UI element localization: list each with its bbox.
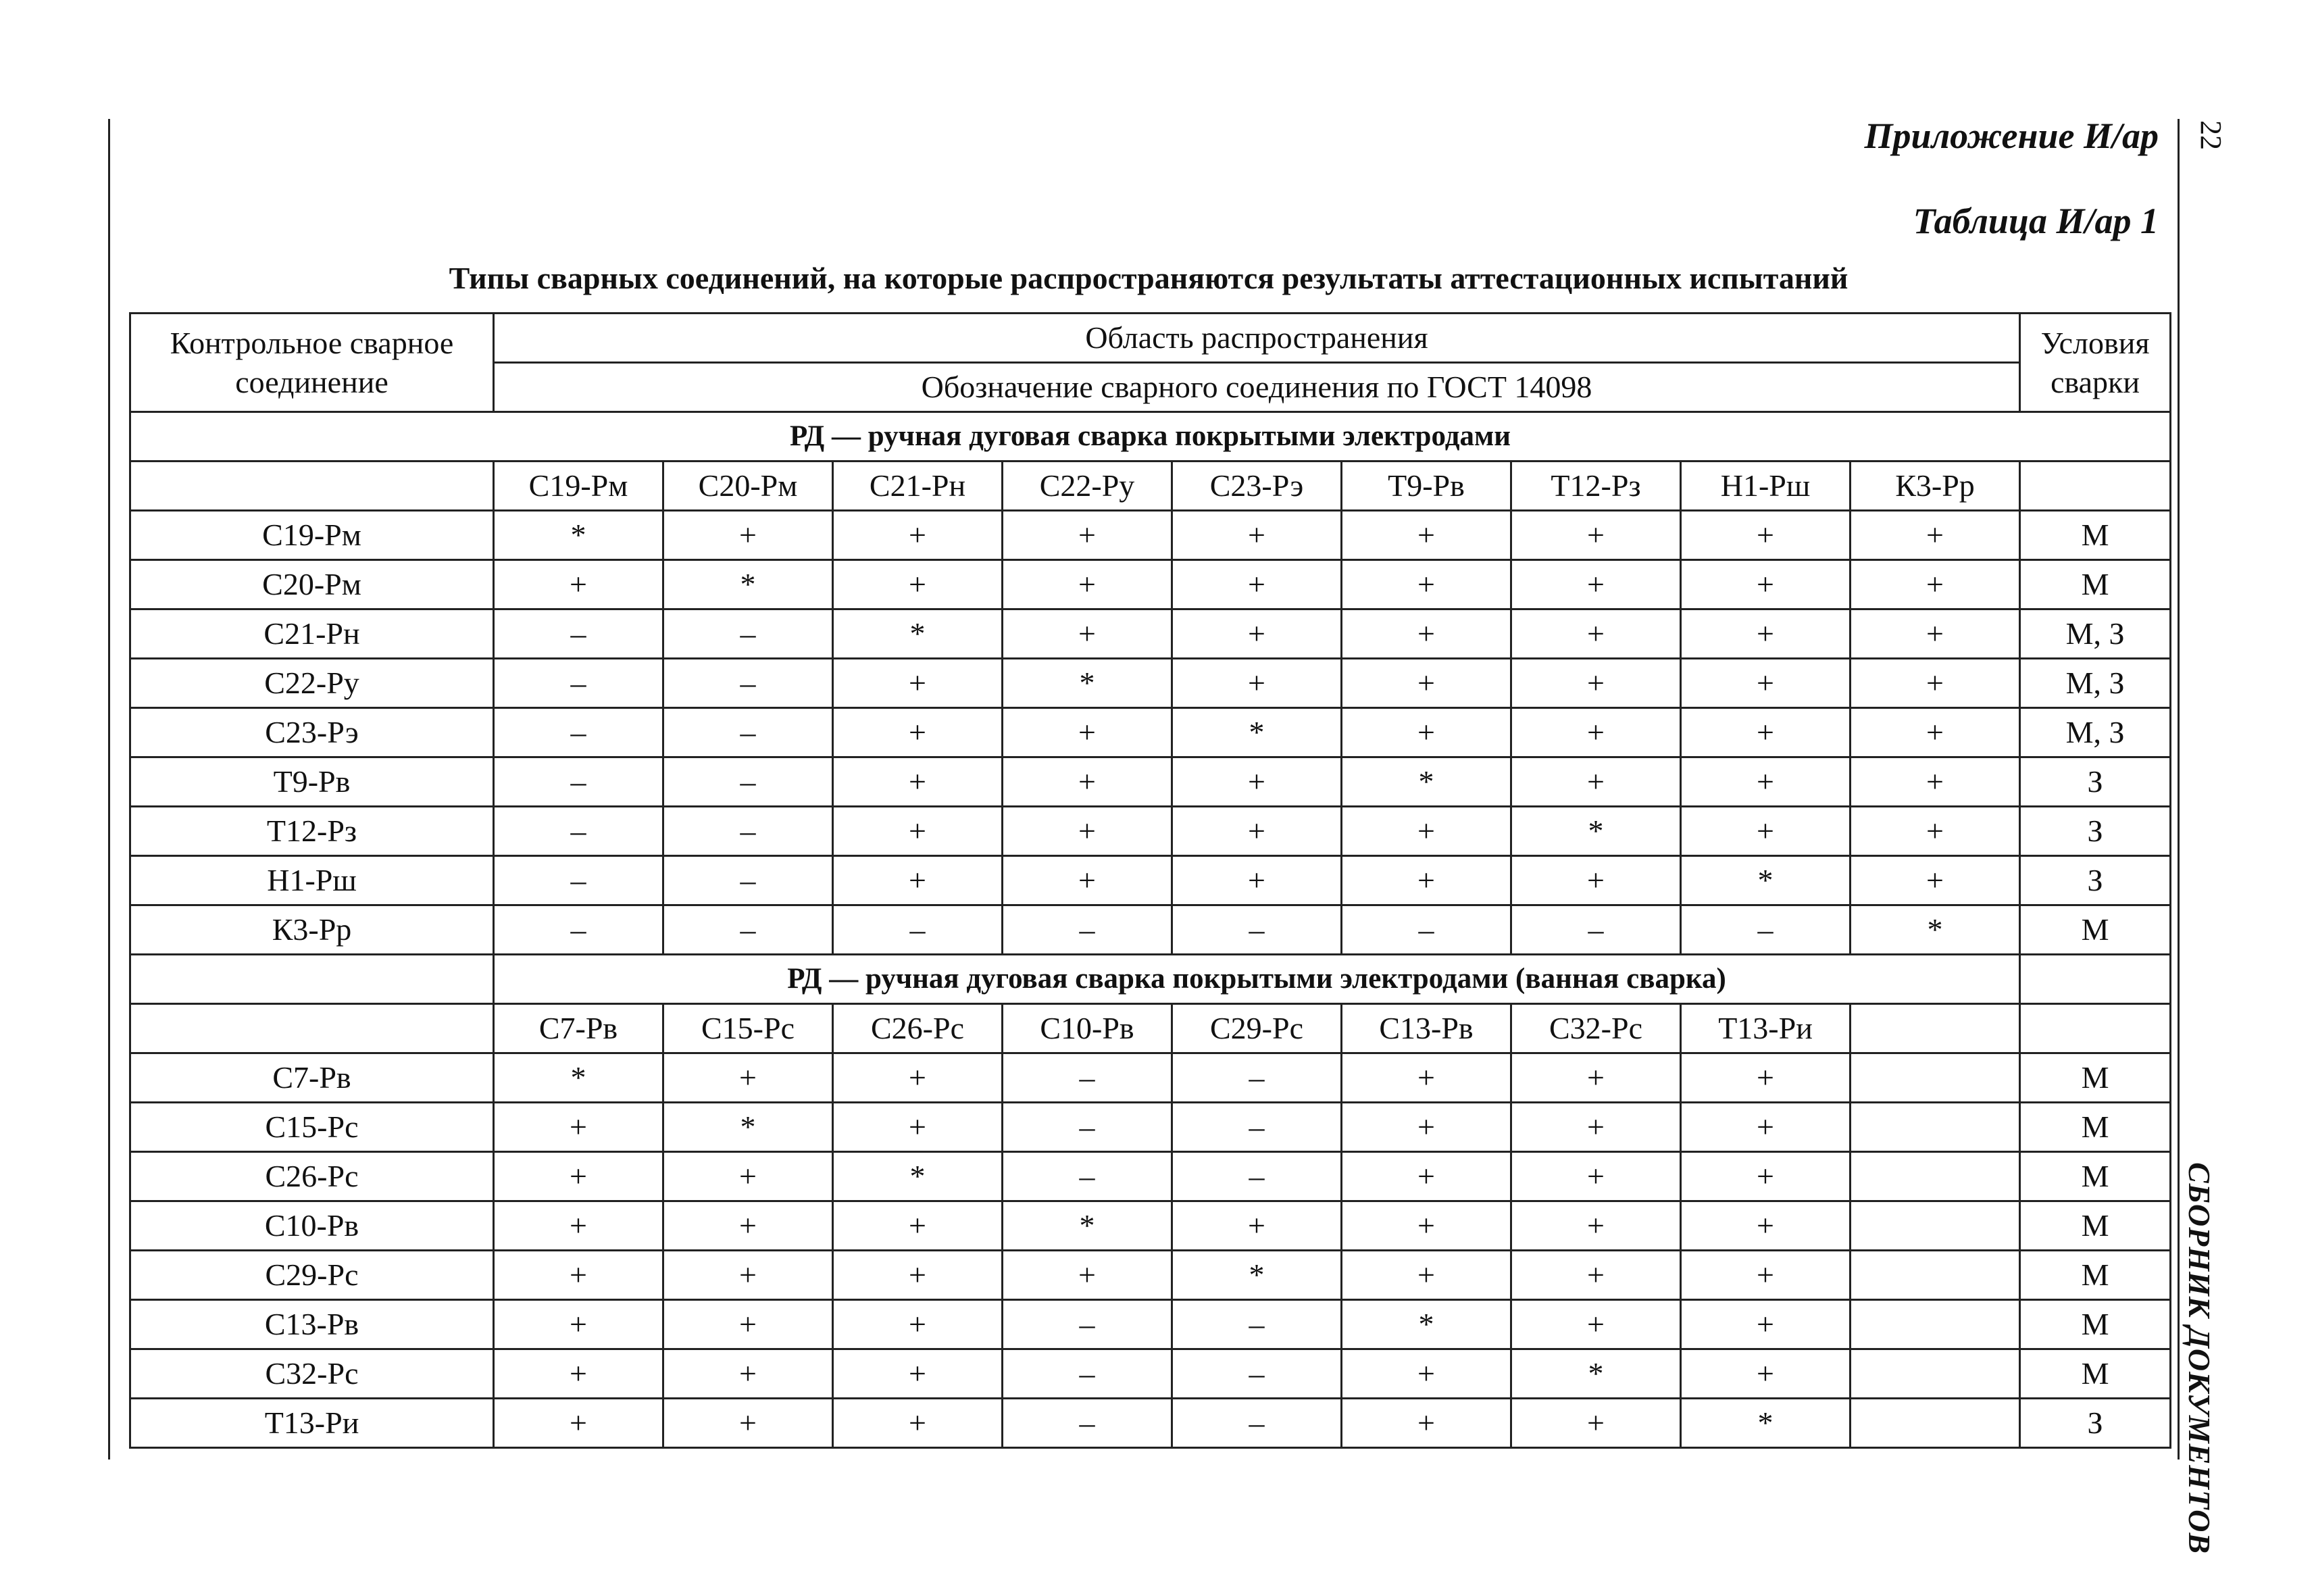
table-cell: + — [663, 1201, 833, 1251]
row-conditions: М — [2020, 560, 2171, 609]
row-joint: С23-Рэ — [130, 708, 494, 757]
row-conditions: З — [2020, 1399, 2171, 1448]
table-cell: + — [1681, 659, 1851, 708]
table-cell: + — [1342, 856, 1511, 905]
empty-cell — [130, 955, 494, 1004]
table-cell: + — [1511, 1201, 1681, 1251]
table-cell: + — [1681, 1201, 1851, 1251]
table-cell: + — [1172, 757, 1342, 807]
table-cell — [1851, 1399, 2020, 1448]
table-cell: + — [1342, 1201, 1511, 1251]
column-header-row — [130, 1004, 2171, 1053]
row-conditions: М — [2020, 905, 2171, 955]
row-joint: Т13-Ри — [130, 1399, 494, 1448]
table-cell: – — [833, 905, 1003, 955]
table-cell: * — [663, 1103, 833, 1152]
table-cell: + — [1681, 560, 1851, 609]
table-cell: + — [494, 560, 663, 609]
table-cell: – — [663, 757, 833, 807]
table-cell: + — [663, 1300, 833, 1349]
table-cell: – — [1003, 1053, 1172, 1103]
table-cell: + — [1172, 856, 1342, 905]
table-row — [130, 609, 2171, 659]
row-joint: С22-Ру — [130, 659, 494, 708]
table-cell: * — [1172, 708, 1342, 757]
table-cell: + — [1851, 560, 2020, 609]
row-joint: С10-Рв — [130, 1201, 494, 1251]
row-conditions: М — [2020, 1103, 2171, 1152]
table-row — [130, 1399, 2171, 1448]
table-cell: – — [663, 856, 833, 905]
table-cell: – — [1172, 1152, 1342, 1201]
table-cell: * — [1681, 856, 1851, 905]
table-cell — [1851, 1152, 2020, 1201]
table-cell: + — [494, 1201, 663, 1251]
table-cell: + — [833, 560, 1003, 609]
table-cell: – — [1003, 1103, 1172, 1152]
column-header: Т12-Рз — [1511, 462, 1681, 511]
table-cell: – — [1003, 1399, 1172, 1448]
column-header: С29-Рс — [1172, 1004, 1342, 1053]
table-cell: + — [1003, 560, 1172, 609]
table-cell: + — [1511, 1251, 1681, 1300]
table-cell: + — [1342, 1251, 1511, 1300]
column-header: С26-Рс — [833, 1004, 1003, 1053]
table-cell: + — [1172, 511, 1342, 560]
table-cell: – — [663, 807, 833, 856]
table-cell: * — [494, 511, 663, 560]
table-cell — [1851, 1053, 2020, 1103]
table-row — [130, 560, 2171, 609]
table-row — [130, 1152, 2171, 1201]
table-cell: – — [663, 609, 833, 659]
row-joint: Н1-Рш — [130, 856, 494, 905]
column-header: С10-Рв — [1003, 1004, 1172, 1053]
empty-cell — [130, 1004, 494, 1053]
table-row — [130, 1053, 2171, 1103]
table-cell: + — [663, 1053, 833, 1103]
row-conditions: З — [2020, 807, 2171, 856]
column-header: С20-Рм — [663, 462, 833, 511]
table-row — [130, 1300, 2171, 1349]
table-cell: – — [1172, 1349, 1342, 1399]
table-cell: + — [1511, 1103, 1681, 1152]
table-cell: + — [833, 1103, 1003, 1152]
table-cell: + — [1681, 757, 1851, 807]
row-conditions: М, З — [2020, 708, 2171, 757]
welding-joints-table — [129, 312, 2171, 1449]
table-row — [130, 905, 2171, 955]
table-title: Типы сварных соединений, на которые распространяются результаты аттестационных испытаний — [449, 261, 1848, 295]
table-cell: + — [1851, 856, 2020, 905]
table-cell: + — [833, 511, 1003, 560]
table-cell: – — [663, 905, 833, 955]
row-joint: Т12-Рз — [130, 807, 494, 856]
table-cell: + — [494, 1399, 663, 1448]
table-cell: + — [1342, 1399, 1511, 1448]
table-row — [130, 1349, 2171, 1399]
table-cell: * — [1003, 1201, 1172, 1251]
table-cell: * — [1003, 659, 1172, 708]
table-cell: + — [833, 708, 1003, 757]
row-joint: С15-Рс — [130, 1103, 494, 1152]
table-cell: + — [1342, 1349, 1511, 1399]
table-cell: + — [494, 1103, 663, 1152]
row-joint: С21-Рн — [130, 609, 494, 659]
table-cell: – — [494, 905, 663, 955]
table-row — [130, 757, 2171, 807]
table-cell: + — [1681, 1152, 1851, 1201]
table-cell: + — [833, 757, 1003, 807]
table-cell: – — [663, 708, 833, 757]
table-cell: – — [1003, 1349, 1172, 1399]
empty-cell — [2020, 955, 2171, 1004]
row-joint: С19-Рм — [130, 511, 494, 560]
row-conditions: З — [2020, 757, 2171, 807]
column-header — [1851, 1004, 2020, 1053]
table-cell: + — [1511, 560, 1681, 609]
header-control-joint: Контрольное сварное соединение — [130, 314, 494, 412]
table-cell: – — [1172, 905, 1342, 955]
table-cell: + — [1172, 609, 1342, 659]
row-conditions: М — [2020, 1201, 2171, 1251]
table-cell: + — [1172, 807, 1342, 856]
table-cell: – — [1172, 1103, 1342, 1152]
header-scope: Область распространения — [494, 314, 2020, 363]
row-conditions: М — [2020, 1152, 2171, 1201]
table-cell: + — [663, 1251, 833, 1300]
column-header: С21-Рн — [833, 462, 1003, 511]
table-cell: + — [1172, 1201, 1342, 1251]
table-cell: – — [494, 856, 663, 905]
table-cell: * — [663, 560, 833, 609]
row-joint: С32-Рс — [130, 1349, 494, 1399]
row-joint: К3-Рр — [130, 905, 494, 955]
table-cell: + — [1681, 1053, 1851, 1103]
table-cell: * — [1172, 1251, 1342, 1300]
table-cell: + — [494, 1251, 663, 1300]
row-conditions: М — [2020, 1349, 2171, 1399]
row-conditions: М — [2020, 1251, 2171, 1300]
column-header: Т13-Ри — [1681, 1004, 1851, 1053]
table-cell: + — [833, 1399, 1003, 1448]
table-cell: + — [1851, 757, 2020, 807]
table-cell: + — [1342, 1103, 1511, 1152]
table-cell: + — [1681, 1103, 1851, 1152]
table-cell: + — [1681, 708, 1851, 757]
table-cell: + — [1342, 560, 1511, 609]
table-label: Таблица И/ар 1 — [1913, 201, 2159, 241]
table-cell: + — [1003, 708, 1172, 757]
section-title-row — [130, 955, 2171, 1004]
table-cell: * — [1511, 1349, 1681, 1399]
table-cell: * — [833, 609, 1003, 659]
row-joint: С13-Рв — [130, 1300, 494, 1349]
appendix-label: Приложение И/ар — [1864, 116, 2159, 156]
table-cell — [1851, 1103, 2020, 1152]
table-cell: + — [494, 1300, 663, 1349]
row-conditions: З — [2020, 856, 2171, 905]
row-joint: Т9-Рв — [130, 757, 494, 807]
table-cell: * — [494, 1053, 663, 1103]
empty-cell — [130, 462, 494, 511]
table-row — [130, 1201, 2171, 1251]
table-cell: + — [1851, 659, 2020, 708]
table-cell: + — [663, 1349, 833, 1399]
row-joint: С7-Рв — [130, 1053, 494, 1103]
table-cell: – — [494, 757, 663, 807]
table-cell — [1851, 1201, 2020, 1251]
table-cell: + — [1172, 659, 1342, 708]
column-header: С15-Рс — [663, 1004, 833, 1053]
table-cell: + — [1003, 757, 1172, 807]
table-row — [130, 1251, 2171, 1300]
table-cell: + — [1681, 1251, 1851, 1300]
table-row — [130, 1103, 2171, 1152]
table-cell: + — [1511, 708, 1681, 757]
table-cell: + — [1851, 511, 2020, 560]
table-cell: + — [1003, 856, 1172, 905]
table-cell: + — [1681, 1349, 1851, 1399]
table-cell: + — [663, 511, 833, 560]
table-cell: * — [1342, 757, 1511, 807]
table-cell: + — [833, 1349, 1003, 1399]
table-cell: + — [1511, 1300, 1681, 1349]
table-cell: * — [1511, 807, 1681, 856]
table-cell: + — [1681, 511, 1851, 560]
table-row — [130, 708, 2171, 757]
table-cell: + — [1681, 807, 1851, 856]
table-cell: + — [663, 1152, 833, 1201]
table-cell: * — [1681, 1399, 1851, 1448]
section-title: РД — ручная дуговая сварка покрытыми электродами — [130, 412, 2171, 462]
table-cell: * — [1851, 905, 2020, 955]
table-cell: + — [833, 1300, 1003, 1349]
table-cell: + — [833, 1251, 1003, 1300]
column-header: С32-Рс — [1511, 1004, 1681, 1053]
column-header: С19-Рм — [494, 462, 663, 511]
table-cell: – — [1172, 1399, 1342, 1448]
table-cell: + — [494, 1349, 663, 1399]
table-cell: + — [1511, 1399, 1681, 1448]
table-cell: + — [833, 856, 1003, 905]
column-header: С23-Рэ — [1172, 462, 1342, 511]
table-cell: + — [1003, 807, 1172, 856]
table-cell: – — [1003, 905, 1172, 955]
table-cell: – — [663, 659, 833, 708]
table-row — [130, 807, 2171, 856]
left-margin-rule — [108, 119, 110, 1460]
table-cell: * — [833, 1152, 1003, 1201]
table-row — [130, 856, 2171, 905]
table-cell: + — [1342, 1152, 1511, 1201]
table-cell: + — [1342, 708, 1511, 757]
table-cell: + — [1511, 511, 1681, 560]
column-header-row — [130, 462, 2171, 511]
table-row — [130, 511, 2171, 560]
table-cell: + — [1342, 807, 1511, 856]
table-cell: + — [1681, 1300, 1851, 1349]
header-row-1 — [130, 314, 2171, 363]
table-cell: + — [1511, 856, 1681, 905]
table-cell: – — [494, 807, 663, 856]
table-cell: – — [494, 659, 663, 708]
table-cell: + — [833, 1201, 1003, 1251]
empty-cell — [2020, 1004, 2171, 1053]
table-cell: + — [1003, 609, 1172, 659]
table-cell — [1851, 1300, 2020, 1349]
column-header: Н1-Рш — [1681, 462, 1851, 511]
table-cell: + — [1172, 560, 1342, 609]
table-cell: – — [1003, 1300, 1172, 1349]
table-cell: – — [1681, 905, 1851, 955]
header-designation: Обозначение сварного соединения по ГОСТ 14098 — [494, 363, 2020, 412]
table-cell: + — [1851, 807, 2020, 856]
column-header: К3-Рр — [1851, 462, 2020, 511]
table-cell: + — [1342, 609, 1511, 659]
page-number: 22 — [2194, 120, 2228, 150]
table-cell: – — [494, 708, 663, 757]
table-cell: + — [1003, 511, 1172, 560]
row-conditions: М — [2020, 511, 2171, 560]
row-conditions: М — [2020, 1300, 2171, 1349]
table-cell: + — [1342, 659, 1511, 708]
row-conditions: М, З — [2020, 609, 2171, 659]
table-cell: + — [1511, 1152, 1681, 1201]
table-cell: + — [1851, 708, 2020, 757]
row-conditions: М, З — [2020, 659, 2171, 708]
column-header: С7-Рв — [494, 1004, 663, 1053]
table-cell: + — [833, 1053, 1003, 1103]
table-cell — [1851, 1251, 2020, 1300]
table-cell: + — [1511, 609, 1681, 659]
header-conditions: Условия сварки — [2020, 314, 2171, 412]
table-cell — [1851, 1349, 2020, 1399]
table-cell: + — [663, 1399, 833, 1448]
column-header: Т9-Рв — [1342, 462, 1511, 511]
table-cell: + — [1511, 1053, 1681, 1103]
table-cell: + — [1511, 757, 1681, 807]
section-title-row — [130, 412, 2171, 462]
table-cell: – — [1172, 1053, 1342, 1103]
table-cell: * — [1342, 1300, 1511, 1349]
section-title: РД — ручная дуговая сварка покрытыми электродами (ванная сварка) — [494, 955, 2020, 1004]
side-caption: СБОРНИК ДОКУМЕНТОВ — [2182, 1162, 2217, 1555]
right-margin-rule — [2178, 119, 2180, 1460]
column-header: С13-Рв — [1342, 1004, 1511, 1053]
row-conditions: М — [2020, 1053, 2171, 1103]
column-header: С22-Ру — [1003, 462, 1172, 511]
table-cell: – — [1342, 905, 1511, 955]
table-cell: + — [1851, 609, 2020, 659]
table-cell: – — [494, 609, 663, 659]
table-cell: + — [833, 659, 1003, 708]
row-joint: С20-Рм — [130, 560, 494, 609]
row-joint: С26-Рс — [130, 1152, 494, 1201]
table-cell: – — [1511, 905, 1681, 955]
table-cell: + — [1511, 659, 1681, 708]
table-cell: – — [1172, 1300, 1342, 1349]
table-row — [130, 659, 2171, 708]
table-cell: – — [1003, 1152, 1172, 1201]
table-cell: + — [494, 1152, 663, 1201]
table-cell: + — [1681, 609, 1851, 659]
empty-cell — [2020, 462, 2171, 511]
table-cell: + — [1342, 1053, 1511, 1103]
table-cell: + — [1342, 511, 1511, 560]
row-joint: С29-Рс — [130, 1251, 494, 1300]
table-cell: + — [1003, 1251, 1172, 1300]
table-cell: + — [833, 807, 1003, 856]
